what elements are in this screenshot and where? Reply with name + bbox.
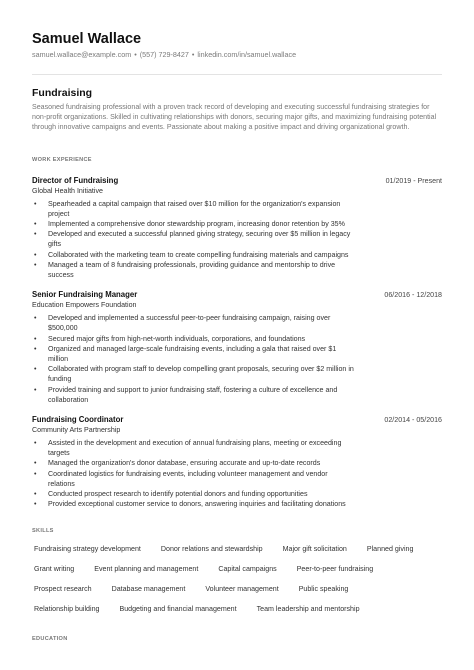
skill-item: Planned giving xyxy=(366,545,414,554)
profile-title: Fundraising xyxy=(32,87,93,99)
job-bullet: • Conducted prospect research to identify potential donors and funding opportunities xyxy=(48,489,442,499)
job-bullet: • Provided exceptional customer service to donors, answering inquiries and facilitating donations xyxy=(48,499,442,509)
job-title: Director of Fundraising xyxy=(32,175,119,185)
skill-item: Database management xyxy=(111,585,186,594)
skill-item: Budgeting and financial management xyxy=(119,605,237,614)
profile-summary: Seasoned fundraising professional with a proven track record of developing and executing successful fundraising strategies for non-profit organizations. Skilled in cultivating relationships with donors, securing major gifts, and maximizing fundraising potential through innovative campaigns and events. Passionate about making a positive impact and driving organizational growth. xyxy=(32,103,437,132)
skill-item: Fundraising strategy development xyxy=(34,545,141,554)
job-dates: 01/2019 - Present xyxy=(385,176,442,185)
job-dates: 02/2014 - 05/2016 xyxy=(384,416,442,425)
job-bullet: • Provided training and support to junior fundraising staff, fostering a culture of excellence and collaboration xyxy=(48,385,442,405)
job-company: Education Empowers Foundation xyxy=(32,301,137,310)
skill-item: Prospect research xyxy=(34,585,92,594)
job-header xyxy=(32,176,442,186)
job-bullet: • Coordinated logistics for fundraising events, including volunteer management and vendor relations xyxy=(48,469,442,489)
phone-number: (557) 729-8427 xyxy=(139,50,189,59)
job-company: Global Health Initiative xyxy=(32,186,103,195)
header-divider xyxy=(32,74,442,75)
job-bullet: • Collaborated with program staff to develop compelling grant proposals, securing over $2 million in funding xyxy=(48,364,442,384)
job-bullet: • Collaborated with the marketing team to create compelling fundraising materials and campaigns xyxy=(48,250,442,260)
job-bullet: • Organized and managed large-scale fundraising events, including a gala that raised over $1 million xyxy=(48,344,442,364)
skill-item: Peer-to-peer fundraising xyxy=(296,565,374,574)
job-header xyxy=(32,290,442,300)
job-bullets xyxy=(32,313,442,405)
skills-list xyxy=(32,539,442,619)
job-bullet: • Assisted in the development and execution of annual fundraising plans, meeting or exceeding targets xyxy=(48,438,442,458)
linkedin-link[interactable]: linkedin.com/in/samuel.wallace xyxy=(197,50,297,59)
candidate-name: Samuel Wallace xyxy=(32,31,142,47)
contact-separator: • xyxy=(191,50,195,59)
skill-item: Team leadership and mentorship xyxy=(256,605,360,614)
job-bullet: • Managed a team of 8 fundraising professionals, providing guidance and mentorship to drive success xyxy=(48,260,442,280)
job-dates: 06/2016 - 12/2018 xyxy=(384,291,442,300)
job-entry xyxy=(32,176,442,281)
section-label-education: EDUCATION xyxy=(32,636,68,643)
job-title: Fundraising Coordinator xyxy=(32,415,124,425)
job-bullet: • Spearheaded a capital campaign that raised over $10 million for the organization's expansion project xyxy=(48,199,442,219)
job-title: Senior Fundraising Manager xyxy=(32,290,138,300)
job-bullet: • Managed the organization's donor database, ensuring accurate and up-to-date records xyxy=(48,458,442,468)
job-header xyxy=(32,415,442,425)
job-bullet: • Developed and implemented a successful peer-to-peer fundraising campaign, raising over $500,000 xyxy=(48,313,442,333)
skill-item: Donor relations and stewardship xyxy=(160,545,263,554)
skill-item: Event planning and management xyxy=(94,565,199,574)
resume-header xyxy=(32,31,442,60)
email-link[interactable]: samuel.wallace@example.com xyxy=(32,50,132,59)
section-label-experience: WORK EXPERIENCE xyxy=(32,156,92,163)
job-company: Community Arts Partnership xyxy=(32,426,121,435)
section-label-skills: SKILLS xyxy=(32,528,54,535)
contact-separator: • xyxy=(134,50,137,59)
skill-item: Capital campaigns xyxy=(218,565,277,574)
job-bullet: • Implemented a comprehensive donor stewardship program, increasing donor retention by 35% xyxy=(48,219,442,229)
job-bullets xyxy=(32,199,442,281)
job-entry xyxy=(32,415,442,509)
skill-item: Public speaking xyxy=(298,585,349,594)
job-bullet: • Developed and executed a successful planned giving strategy, securing over $5 million in legacy gifts xyxy=(48,229,442,249)
job-bullets xyxy=(32,438,442,509)
skill-item: Volunteer management xyxy=(205,585,279,594)
job-entry xyxy=(32,290,442,405)
contact-line xyxy=(32,50,442,60)
skill-item: Relationship building xyxy=(34,605,100,614)
job-bullet: • Secured major gifts from high-net-worth individuals, corporations, and foundations xyxy=(48,334,442,344)
skill-item: Grant writing xyxy=(34,565,75,574)
skill-item: Major gift solicitation xyxy=(282,545,347,554)
